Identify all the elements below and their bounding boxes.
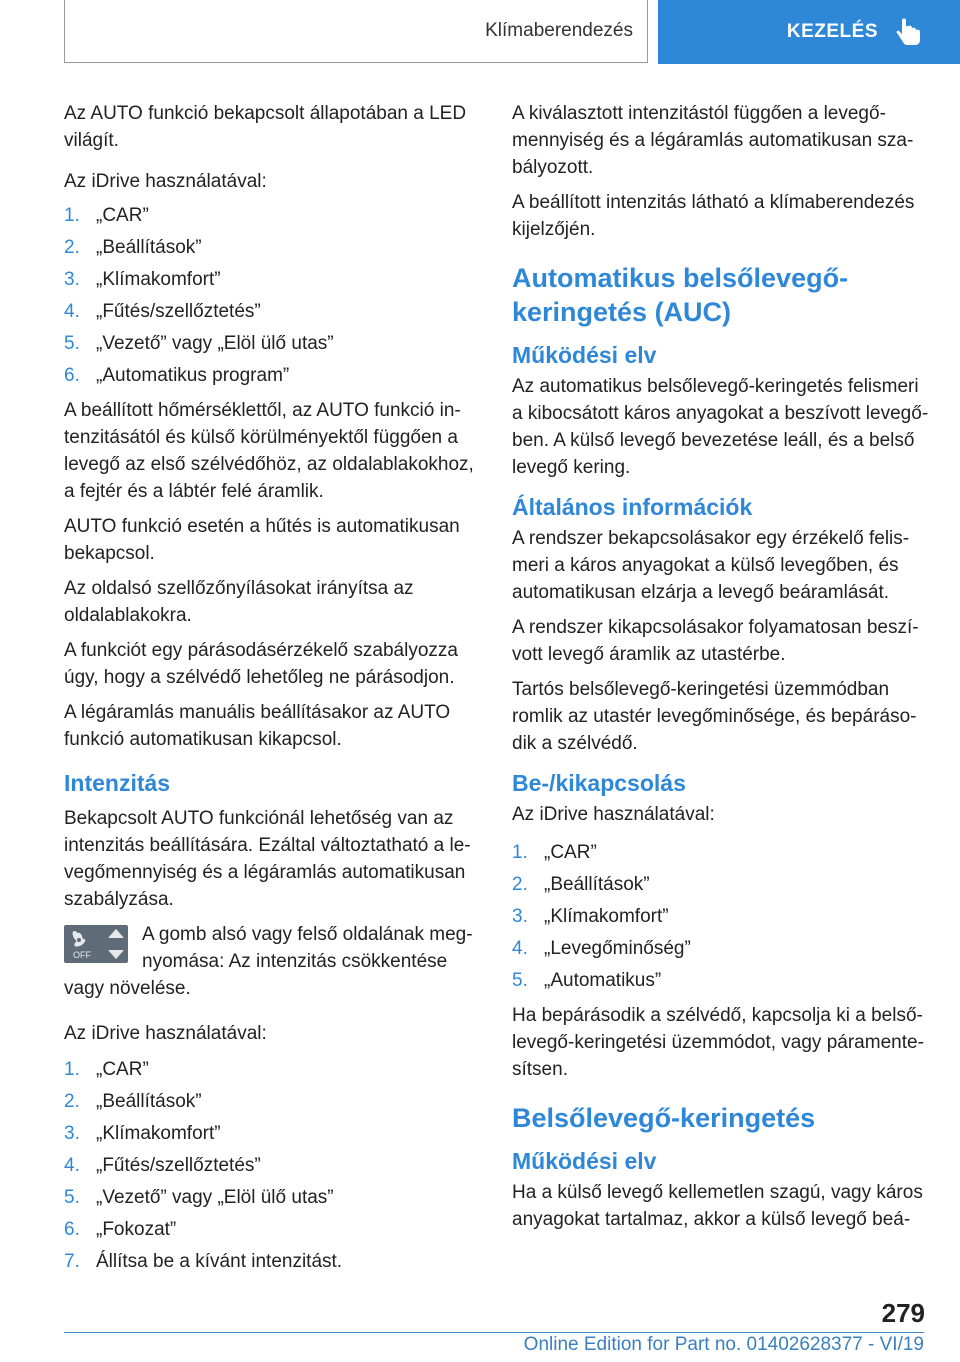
- paragraph: Bekapcsolt AUTO funkciónál lehetőség van az intenzitás beállítására. Ezáltal változtatható a levegőmennyiség és a légáramlás automatikusan szabályzása.: [64, 808, 471, 910]
- list-item: [64, 1123, 482, 1145]
- list-text: „Automatikus”: [544, 970, 662, 991]
- list-number: 5.: [64, 1187, 80, 1208]
- paragraph: Az iDrive használatával:: [512, 804, 715, 825]
- paragraph: Az automatikus belsőlevegő-keringetés felismeri a kibocsátott káros anyagokat a beszívott levegőben. A külső levegő bevezetése leáll, és a belső levegő kering.: [512, 376, 929, 478]
- paragraph: Az iDrive használatával:: [64, 1023, 267, 1044]
- list-text: „Beállítások”: [96, 237, 202, 258]
- list-number: 6.: [64, 365, 80, 386]
- header-tab: [658, 0, 960, 64]
- list-item: [64, 269, 482, 291]
- list-number: 2.: [64, 1091, 80, 1112]
- list-item: [64, 1059, 482, 1081]
- list-text: „Vezető” vagy „Elöl ülő utas”: [96, 1187, 334, 1208]
- paragraph: A kiválasztott intenzitástól függően a levegőmennyiség és a légáramlás automatikusan szabályozott.: [512, 103, 914, 178]
- fan-button-description: [64, 921, 482, 1002]
- list-number: 4.: [512, 938, 528, 959]
- list-number: 3.: [64, 269, 80, 290]
- list-text: „Fűtés/szellőztetés”: [96, 1155, 261, 1176]
- list-number: 1.: [64, 205, 80, 226]
- list-item: [64, 1091, 482, 1113]
- header-section-title-box: [64, 0, 648, 63]
- list-number: 3.: [512, 906, 528, 927]
- paragraph: A funkciót egy párásodásérzékelő szabályozza úgy, hogy a szélvédő lehetőleg ne párásodjon.: [64, 640, 458, 688]
- list-number: 6.: [64, 1219, 80, 1240]
- list-item: [64, 1219, 482, 1241]
- right-column: [512, 100, 930, 1241]
- fan-off-label: OFF: [73, 950, 91, 960]
- heading-belsoleveg-keringetes: Belsőlevegő-keringetés: [512, 1103, 816, 1133]
- list-item: [64, 301, 482, 323]
- list-item: [512, 842, 930, 864]
- section-title: Klímaberendezés: [485, 20, 633, 41]
- paragraph: A rendszer kikapcsolásakor folyamatosan beszívott levegő áramlik az utastérbe.: [512, 617, 919, 665]
- list-text: „Klímakomfort”: [544, 906, 669, 927]
- list-text: „Automatikus program”: [96, 365, 290, 386]
- fan-button-icon: [64, 925, 128, 963]
- list-item: [512, 938, 930, 960]
- list-number: 5.: [512, 970, 528, 991]
- list-text: Állítsa be a kívánt intenzitást.: [96, 1251, 343, 1272]
- list-item: [64, 237, 482, 259]
- list-item: [64, 333, 482, 355]
- icon-description-text: A gomb alsó vagy felső oldalának megnyomása: Az intenzitás csökkentése vagy növelése.: [64, 924, 473, 999]
- list-item: [64, 1155, 482, 1177]
- list-number: 5.: [64, 333, 80, 354]
- paragraph: Ha a külső levegő kellemetlen szagú, vagy káros anyagokat tartalmaz, akkor a külső levegő beá-: [512, 1182, 923, 1230]
- paragraph: Az oldalsó szellőzőnyílásokat irányítsa az oldalablakokra.: [64, 578, 414, 626]
- list-item: [64, 1251, 482, 1273]
- list-text: „Levegőminőség”: [544, 938, 691, 959]
- list-text: „Beállítások”: [96, 1091, 202, 1112]
- pointing-hand-icon: [896, 18, 922, 46]
- paragraph: A beállított hőmérséklettől, az AUTO funkció intenzitásától és külső körülményektől függően a levegő az első szélvédőhöz, az oldalablakokhoz, a fejtér és a lábtér felé áramlik.: [64, 400, 474, 502]
- heading-be-kikapcsolas: Be-/kikapcsolás: [512, 770, 686, 796]
- list-number: 4.: [64, 1155, 80, 1176]
- list-text: „CAR”: [544, 842, 597, 863]
- list-number: 1.: [64, 1059, 80, 1080]
- idrive-steps-list-2: [64, 1059, 482, 1273]
- list-item: [64, 205, 482, 227]
- fan-icon: [64, 925, 128, 963]
- list-text: „Klímakomfort”: [96, 269, 221, 290]
- list-item: [64, 365, 482, 387]
- paragraph: Az iDrive használatával:: [64, 171, 267, 192]
- list-number: 2.: [512, 874, 528, 895]
- list-item: [512, 970, 930, 992]
- list-item: [512, 906, 930, 928]
- paragraph: A légáramlás manuális beállításakor az AUTO funkció automatikusan kikapcsol.: [64, 702, 451, 750]
- footer-divider: [64, 1332, 924, 1333]
- list-text: „Fűtés/szellőztetés”: [96, 301, 261, 322]
- idrive-steps-list-1: [64, 205, 482, 387]
- page-number: 279: [881, 1298, 925, 1328]
- idrive-steps-list-3: [512, 842, 930, 992]
- list-number: 3.: [64, 1123, 80, 1144]
- tab-label: KEZELÉS: [786, 21, 878, 42]
- list-number: 7.: [64, 1251, 80, 1272]
- heading-altalanos-informaciok: Általános információk: [512, 494, 753, 520]
- list-item: [512, 874, 930, 896]
- list-text: „Vezető” vagy „Elöl ülő utas”: [96, 333, 334, 354]
- left-column: [64, 100, 482, 1283]
- list-number: 2.: [64, 237, 80, 258]
- list-text: „Fokozat”: [96, 1219, 177, 1240]
- paragraph: Tartós belsőlevegő-keringetési üzemmódban romlik az utastér levegőminősége, és bepárásodik a szélvédő.: [512, 679, 917, 754]
- list-text: „Klímakomfort”: [96, 1123, 221, 1144]
- heading-intenzitas: Intenzitás: [64, 770, 171, 796]
- heading-mukodesi-elv: Működési elv: [512, 342, 657, 368]
- list-text: „Beállítások”: [544, 874, 650, 895]
- edition-footer: Online Edition for Part no. 01402628377 - VI/19: [523, 1334, 924, 1355]
- paragraph: A beállított intenzitás látható a klímaberendezés kijelzőjén.: [512, 192, 915, 240]
- list-item: [64, 1187, 482, 1209]
- paragraph: AUTO funkció esetén a hűtés is automatikusan bekapcsol.: [64, 516, 460, 564]
- list-text: „CAR”: [96, 1059, 149, 1080]
- heading-mukodesi-elv-2: Működési elv: [512, 1148, 657, 1174]
- list-number: 1.: [512, 842, 528, 863]
- paragraph: A rendszer bekapcsolásakor egy érzékelő felismeri a káros anyagokat a külső levegőben, és automatikusan elzárja a levegő beáramlását.: [512, 528, 910, 603]
- paragraph: Az AUTO funkció bekapcsolt állapotában a LED világít.: [64, 103, 467, 151]
- list-text: „CAR”: [96, 205, 149, 226]
- heading-auc: Automatikus belsőlevegő-keringetés (AUC): [512, 263, 849, 327]
- list-number: 4.: [64, 301, 80, 322]
- paragraph: Ha bepárásodik a szélvédő, kapcsolja ki a belsőlevegő-keringetési üzemmódot, vagy páramentesítsen.: [512, 1005, 924, 1080]
